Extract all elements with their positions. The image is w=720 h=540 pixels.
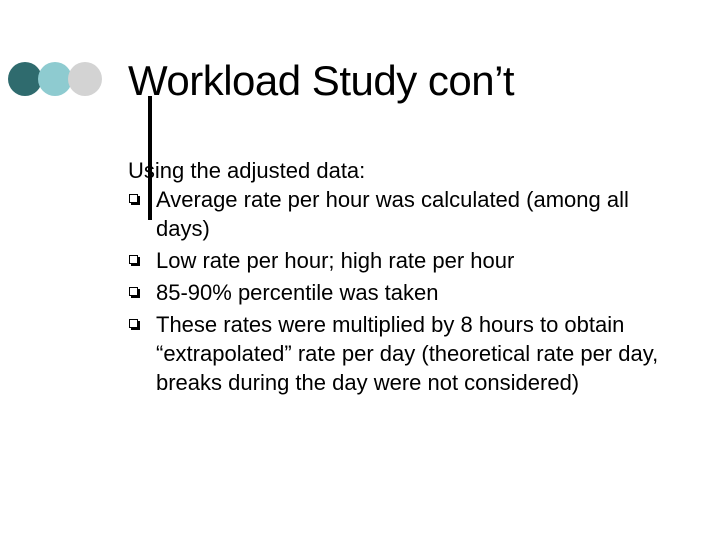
list-item-text: These rates were multiplied by 8 hours to obtain “extrapolated” rate per day (theoretical rate per day, breaks during the day were not considered) [156,312,659,395]
square-bullet-icon [129,255,138,264]
slide-title: Workload Study con’t [128,57,515,104]
list-item [128,246,688,275]
circle-gray-icon [68,62,102,96]
circle-teal-icon [38,62,72,96]
list-item-text: 85-90% percentile was taken [156,280,439,305]
slide-body [128,156,688,400]
bullet-list [128,185,688,397]
list-item-text: Average rate per hour was calculated (among all days) [156,187,629,241]
list-item [128,185,688,243]
intro-text: Using the adjusted data: [128,158,366,183]
square-bullet-icon [129,319,138,328]
square-bullet-icon [129,194,138,203]
list-item [128,310,688,397]
list-item-text: Low rate per hour; high rate per hour [156,248,515,273]
circle-dark-icon [8,62,42,96]
list-item [128,278,688,307]
square-bullet-icon [129,287,138,296]
